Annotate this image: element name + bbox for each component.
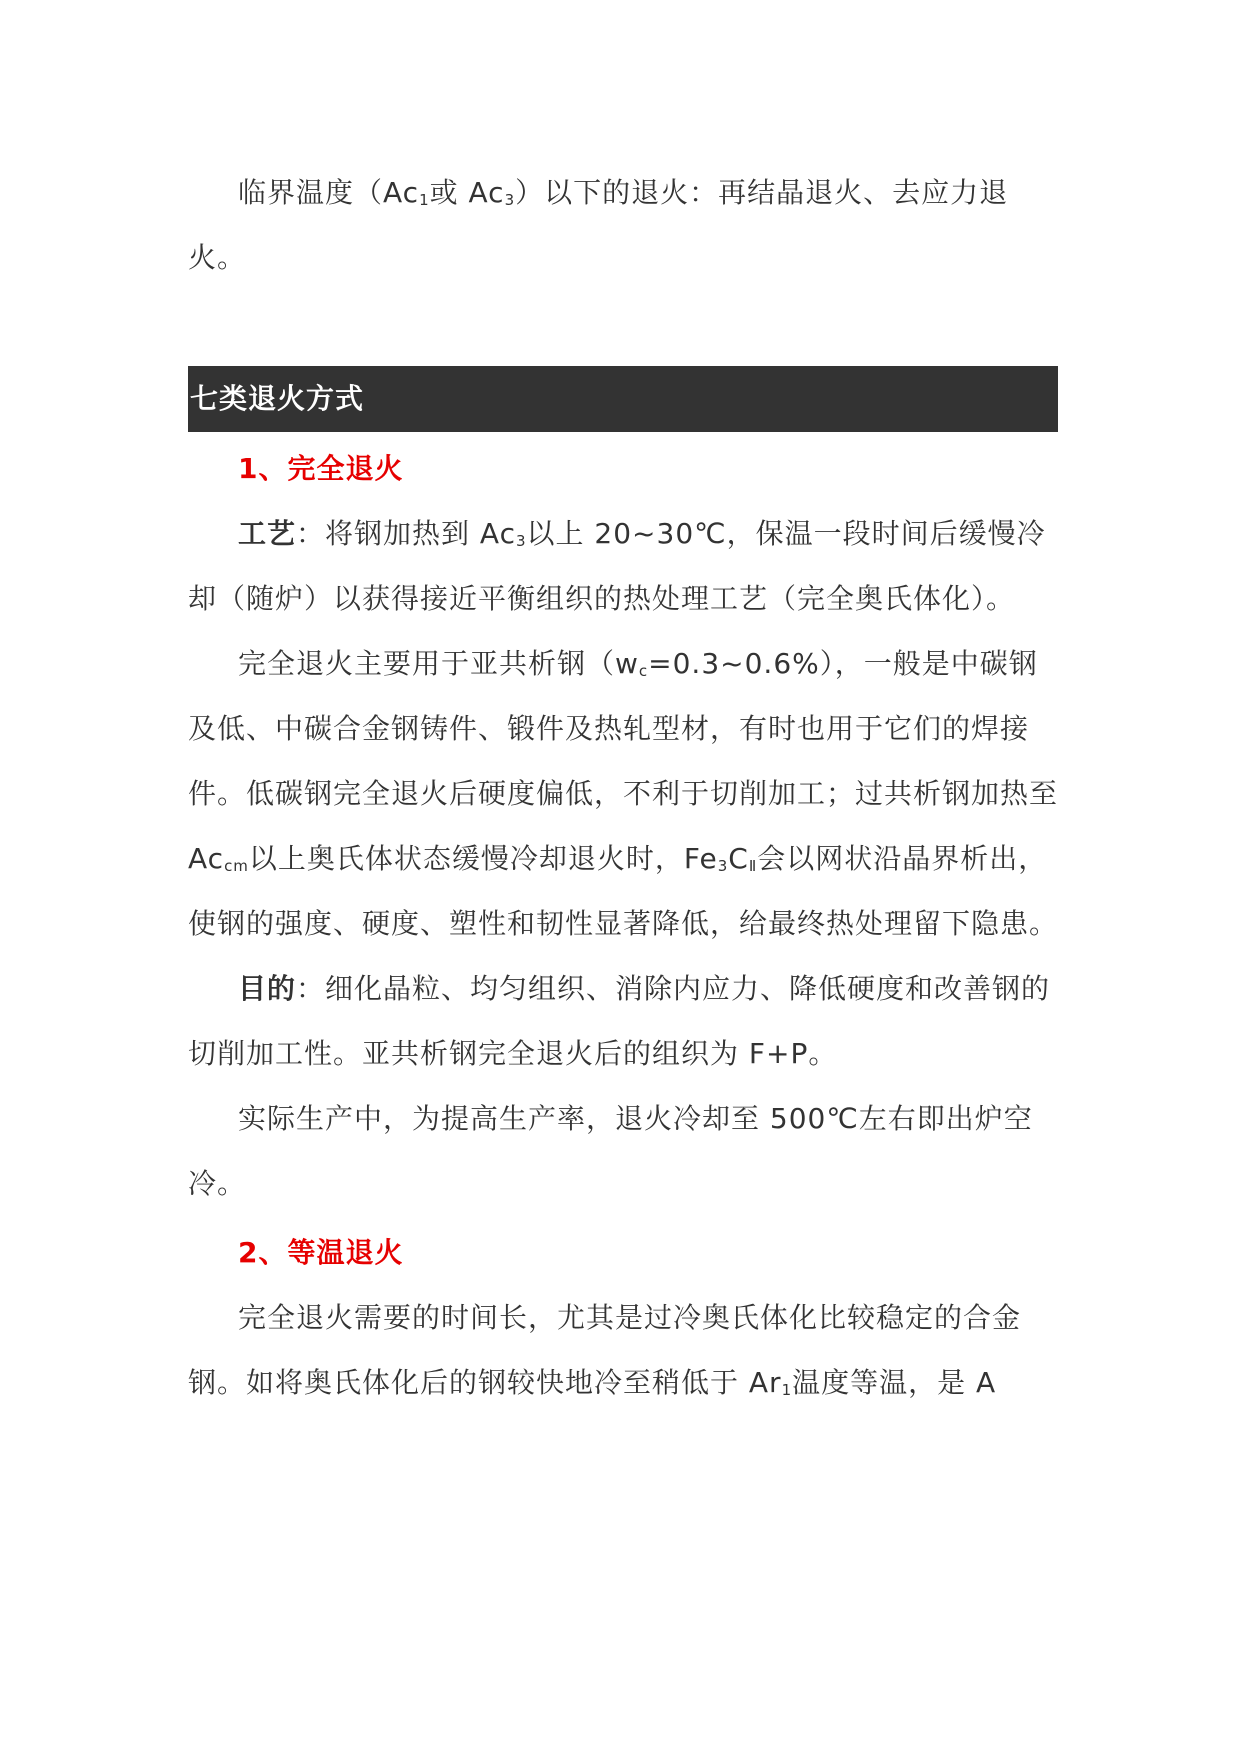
process-paragraph	[188, 501, 1058, 631]
text-run: C	[728, 842, 749, 875]
practice-paragraph: 实际生产中，为提高生产率，退火冷却至 500℃左右即出炉空冷。	[188, 1102, 1033, 1200]
subscript: 3	[504, 191, 516, 209]
subscript: c	[638, 662, 649, 680]
text-run: 以上奥氏体状态缓慢冷却退火时，Fe	[248, 842, 718, 875]
text-run: 以上 20~30℃，保温一段时间后缓慢冷却（随炉）以获得接近平衡组织的热处理工艺（完全奥氏体化）。	[188, 517, 1046, 615]
text-run: =0.3~0.6%），一般是中碳钢及低、中碳合金钢铸件、锻件及热轧型材，有时也用于它们的焊接件。低碳钢完全退火后硬度偏低，不利于切削加工；过共析钢加热至 Ac	[188, 647, 1059, 875]
subscript: 1	[419, 191, 430, 209]
subscript: 1	[781, 1381, 793, 1399]
text-run: 会以网状沿晶界析出，使钢的强度、硬度、塑性和韧性显著降低，给最终热处理留下隐患。	[188, 842, 1059, 940]
spacer	[188, 290, 1058, 366]
section-heading-isothermal-annealing: 2、等温退火	[238, 1236, 404, 1269]
purpose-label: 目的	[238, 972, 297, 1005]
text-run: ）以下的退火：再结晶退火、去应力退火。	[188, 176, 1009, 274]
section-heading-full-annealing: 1、完全退火	[238, 452, 404, 485]
usage-paragraph	[188, 631, 1058, 956]
text-run: 或 Ac	[429, 176, 505, 209]
isothermal-paragraph	[188, 1285, 1058, 1415]
text-run: 完全退火主要用于亚共析钢（w	[238, 647, 639, 680]
text-run: ：将钢加热到 Ac	[296, 517, 516, 550]
subscript: cm	[224, 857, 249, 875]
text-run: 温度等温，是 A	[792, 1366, 997, 1399]
text-run: ：细化晶粒、均匀组织、消除内应力、降低硬度和改善钢的切削加工性。亚共析钢完全退火后的组织为 F+P。	[188, 972, 1051, 1070]
section-banner: 七类退火方式	[188, 366, 1058, 432]
process-label: 工艺	[238, 517, 297, 550]
intro-paragraph	[188, 160, 1058, 290]
text-run: 完全退火需要的时间长，尤其是过冷奥氏体化比较稳定的合金钢。如将奥氏体化后的钢较快地冷至稍低于 Ar	[188, 1301, 1022, 1399]
subscript: 3	[515, 532, 527, 550]
subscript: Ⅱ	[748, 857, 758, 875]
subscript: 3	[717, 857, 729, 875]
document-body	[188, 160, 1058, 1415]
text-run: 临界温度（Ac	[238, 176, 420, 209]
purpose-paragraph	[188, 956, 1058, 1086]
